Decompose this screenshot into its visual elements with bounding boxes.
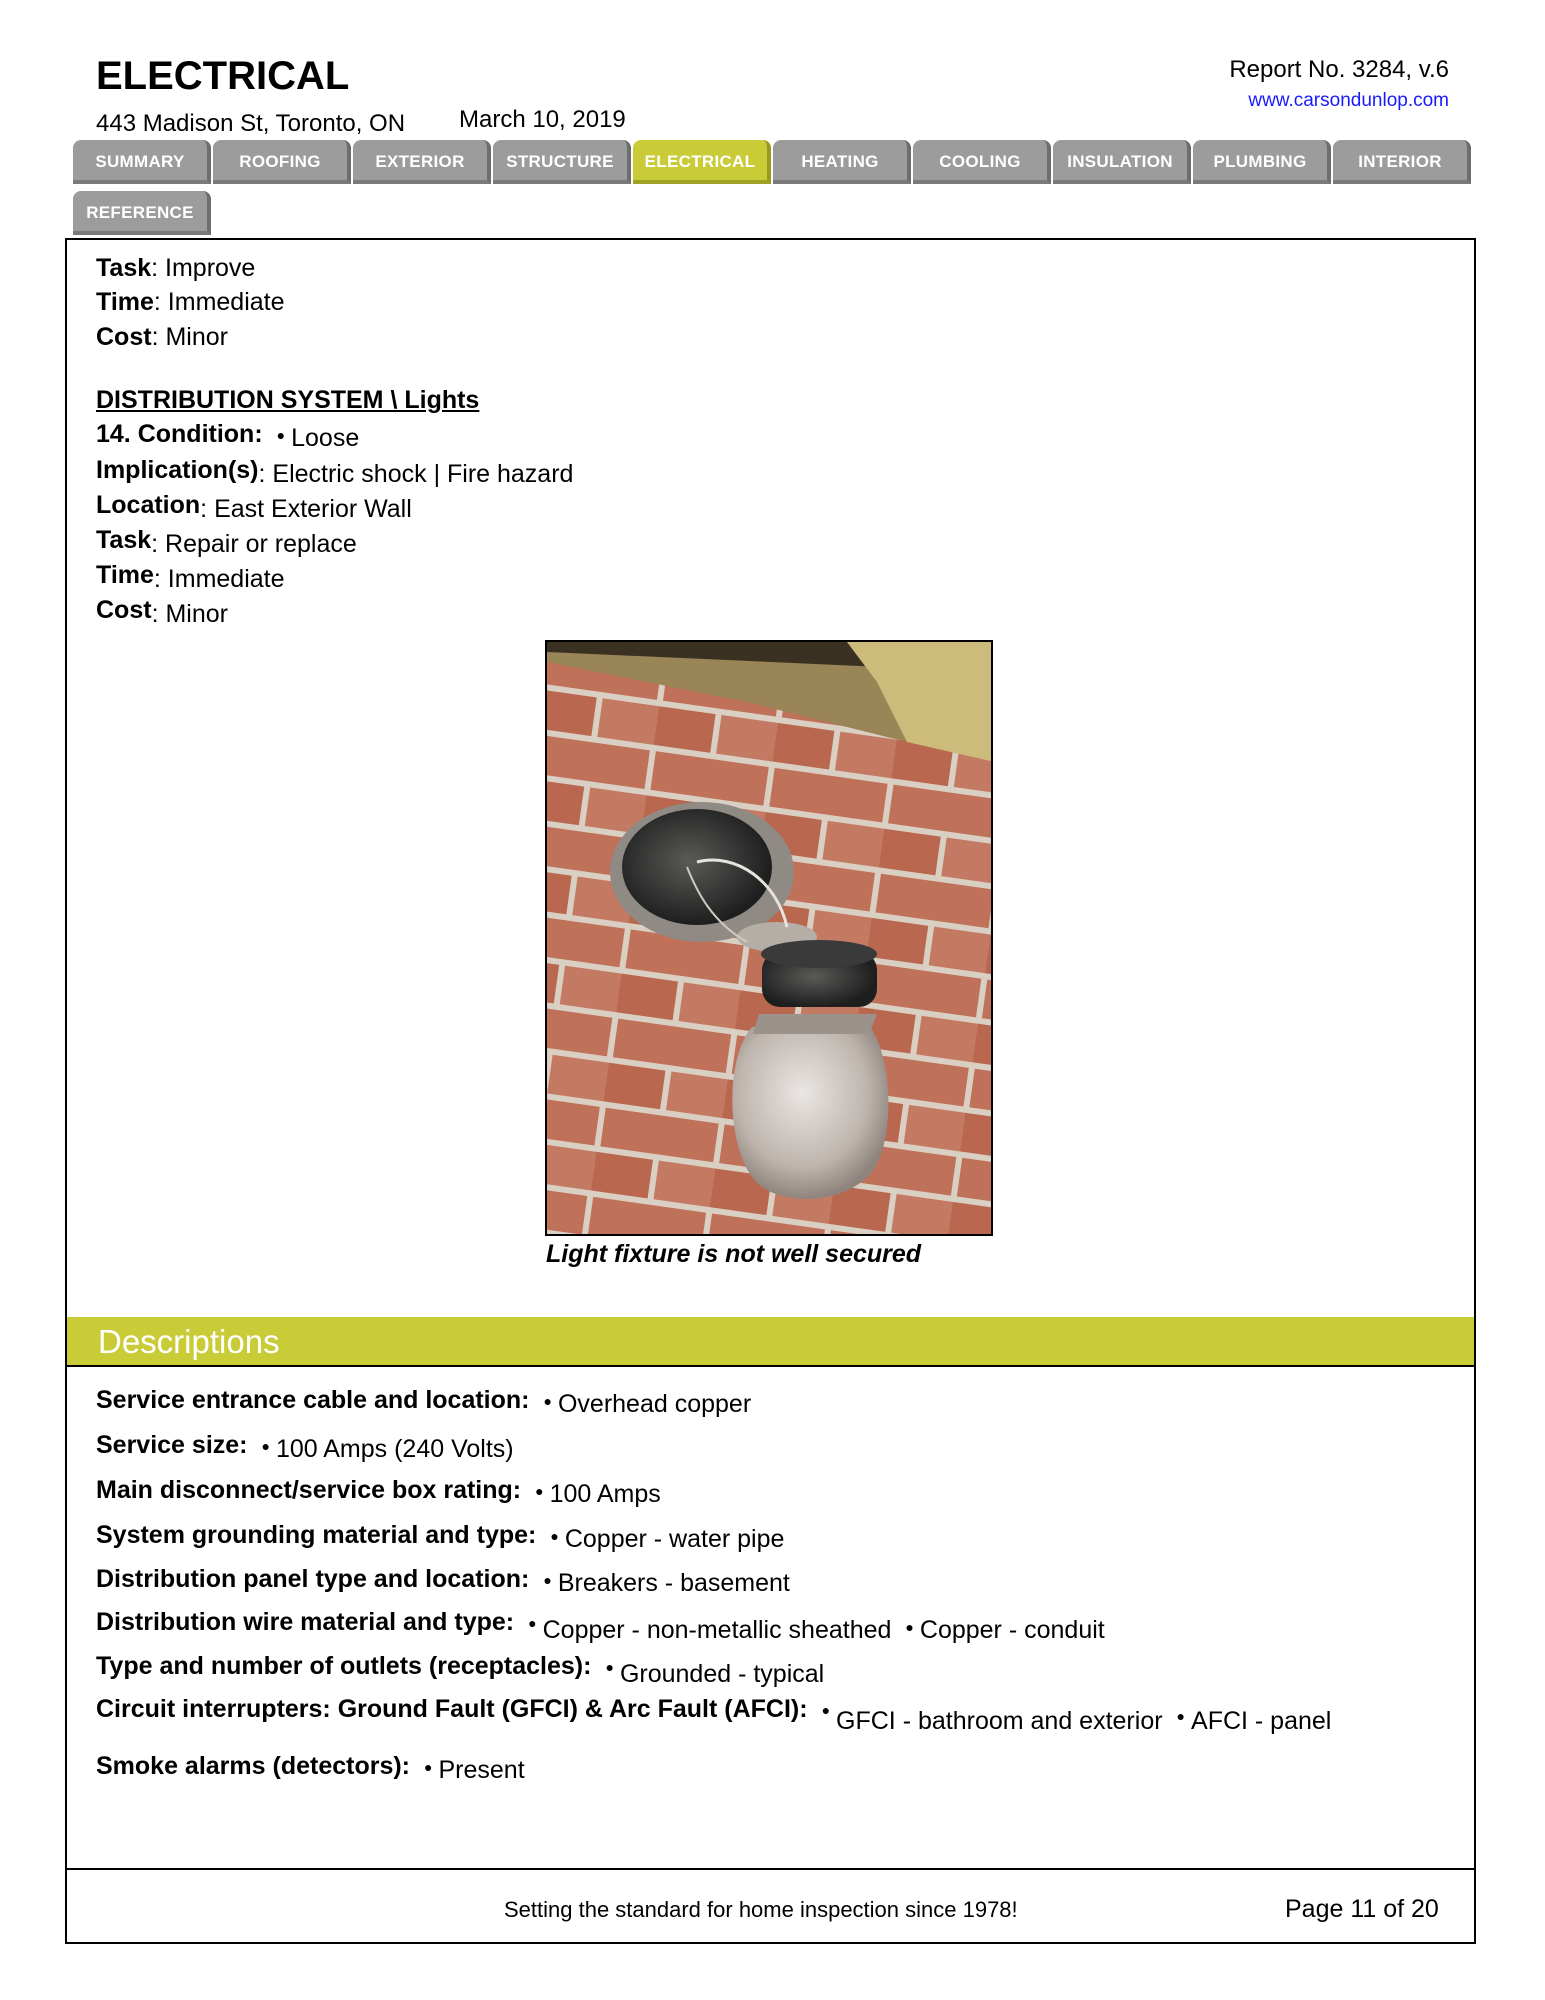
- desc-value: GFCI - bathroom and exterior: [836, 1707, 1163, 1735]
- desc-value: 100 Amps (240 Volts): [275, 1435, 514, 1463]
- desc-row: [96, 1476, 661, 1508]
- desc-value: 100 Amps: [549, 1480, 661, 1508]
- cost-row: [96, 596, 228, 628]
- desc-value: Present: [438, 1756, 525, 1784]
- desc-row: [96, 1752, 525, 1784]
- desc-value: Grounded - typical: [619, 1660, 825, 1688]
- field-value: : Minor: [151, 323, 228, 351]
- field-value: : Immediate: [153, 565, 285, 593]
- tab-electrical[interactable]: ELECTRICAL: [633, 140, 771, 184]
- desc-row: [96, 1521, 785, 1553]
- bullet-icon: ●: [605, 1659, 614, 1676]
- field-label: Cost: [96, 596, 152, 624]
- desc-row: [96, 1386, 752, 1418]
- bullet-icon: ●: [821, 1702, 831, 1719]
- field-value: : Electric shock | Fire hazard: [258, 460, 574, 488]
- field-value: : Repair or replace: [151, 530, 357, 558]
- field-label: Task: [96, 526, 152, 554]
- tab-structure[interactable]: STRUCTURE: [493, 140, 631, 184]
- page-number: Page 11 of 20: [1285, 1895, 1439, 1923]
- field-label: Task: [96, 254, 152, 282]
- bullet-icon: ●: [1176, 1708, 1186, 1725]
- location-row: [96, 491, 412, 523]
- prev-time-row: [96, 288, 285, 317]
- field-value: Loose: [291, 424, 360, 452]
- desc-label: Distribution wire material and type:: [96, 1608, 515, 1636]
- tab-plumbing[interactable]: PLUMBING: [1193, 140, 1331, 184]
- field-label: Time: [96, 288, 154, 316]
- field-label: Implication(s): [96, 456, 259, 484]
- desc-value: Breakers - basement: [557, 1569, 790, 1597]
- tab-heating[interactable]: HEATING: [773, 140, 911, 184]
- prev-cost-row: [96, 323, 228, 352]
- desc-row: [96, 1431, 514, 1463]
- field-label: Time: [96, 561, 154, 589]
- bullet-icon: ●: [528, 1615, 537, 1632]
- prev-task-row: [96, 254, 255, 283]
- task-row: [96, 526, 357, 558]
- section-heading: DISTRIBUTION SYSTEM \ Lights: [96, 386, 480, 414]
- desc-label: Type and number of outlets (receptacles):: [96, 1652, 592, 1680]
- desc-label: Distribution panel type and location:: [96, 1565, 530, 1593]
- descriptions-title: Descriptions: [98, 1323, 280, 1360]
- field-value: : Immediate: [153, 288, 285, 316]
- bullet-icon: ●: [276, 427, 286, 444]
- condition-row: [96, 420, 360, 452]
- desc-value: Copper - conduit: [919, 1616, 1105, 1644]
- desc-label: Smoke alarms (detectors):: [96, 1752, 411, 1780]
- desc-row: [96, 1565, 790, 1597]
- tab-cooling[interactable]: COOLING: [913, 140, 1051, 184]
- desc-row: [96, 1652, 825, 1688]
- desc-label: Circuit interrupters: Ground Fault (GFCI) & Arc Fault (AFCI):: [96, 1695, 808, 1723]
- desc-row: [96, 1608, 1105, 1644]
- tab-interior[interactable]: INTERIOR: [1333, 140, 1471, 184]
- desc-value: Copper - non-metallic sheathed: [542, 1616, 892, 1644]
- field-value: : Improve: [151, 254, 256, 282]
- desc-label: System grounding material and type:: [96, 1521, 537, 1549]
- bullet-icon: ●: [543, 1393, 552, 1410]
- light-fixture-photo: [545, 640, 993, 1236]
- desc-value: AFCI - panel: [1191, 1707, 1332, 1735]
- bullet-icon: ●: [550, 1528, 559, 1545]
- desc-value: Copper - water pipe: [564, 1525, 785, 1553]
- website-link[interactable]: www.carsondunlop.com: [1248, 90, 1449, 111]
- field-label: Location: [96, 491, 201, 519]
- property-address: 443 Madison St, Toronto, ON: [96, 110, 406, 137]
- photo-caption: Light fixture is not well secured: [546, 1240, 922, 1268]
- bullet-icon: ●: [543, 1572, 552, 1589]
- tab-summary[interactable]: SUMMARY: [73, 140, 211, 184]
- bullet-icon: ●: [261, 1438, 270, 1455]
- tab-insulation[interactable]: INSULATION: [1053, 140, 1191, 184]
- footer-tagline: Setting the standard for home inspection since 1978!: [504, 1897, 1018, 1922]
- report-number: Report No. 3284, v.6: [1229, 56, 1449, 83]
- bullet-icon: ●: [424, 1759, 433, 1776]
- field-value: : Minor: [151, 600, 228, 628]
- desc-value: Overhead copper: [557, 1390, 752, 1418]
- descriptions-header: [65, 1317, 1476, 1367]
- implications-row: [96, 456, 574, 488]
- inspection-date: March 10, 2019: [459, 106, 626, 133]
- desc-row: [96, 1695, 1332, 1735]
- desc-label: Service size:: [96, 1431, 248, 1459]
- desc-label: Main disconnect/service box rating:: [96, 1476, 522, 1504]
- bullet-icon: ●: [905, 1619, 914, 1636]
- bullet-icon: ●: [535, 1483, 544, 1500]
- time-row: [96, 561, 285, 593]
- page-title: ELECTRICAL: [96, 54, 350, 98]
- desc-label: Service entrance cable and location:: [96, 1386, 530, 1414]
- tab-roofing[interactable]: ROOFING: [213, 140, 351, 184]
- field-value: : East Exterior Wall: [200, 495, 412, 523]
- tab-reference[interactable]: REFERENCE: [73, 191, 211, 235]
- tab-exterior[interactable]: EXTERIOR: [353, 140, 491, 184]
- field-label: 14. Condition:: [96, 420, 263, 448]
- field-label: Cost: [96, 323, 152, 351]
